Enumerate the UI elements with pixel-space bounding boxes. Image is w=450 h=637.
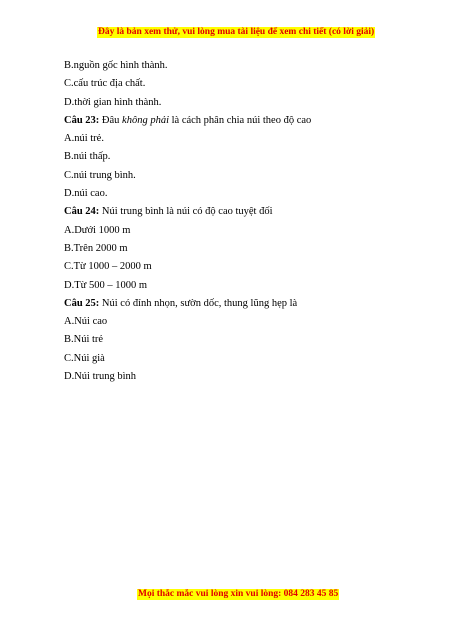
- question-24-text: Núi trung bình là núi có độ cao tuyệt đối: [99, 206, 273, 218]
- question-24-option-c: C.Từ 1000 – 2000 m: [64, 261, 152, 273]
- contact-banner: Mọi thắc mắc vui lòng xin vui lòng: 084 283 45 85: [138, 589, 339, 599]
- question-25-option-d: D.Núi trung bình: [64, 371, 137, 383]
- question-23-option-b: B.núi thấp.: [64, 151, 111, 163]
- question-23-label: Câu 23:: [64, 114, 100, 126]
- question-25-text: Núi có đỉnh nhọn, sườn dốc, thung lũng hẹp là: [99, 297, 298, 309]
- question-24-option-a: A.Dưới 1000 m: [64, 224, 131, 236]
- question-23-option-d: D.núi cao.: [64, 188, 108, 200]
- question-24-option-b: B.Trên 2000 m: [64, 242, 128, 254]
- preview-notice-banner: Đây là bản xem thử, vui lòng mua tài liệu để xem chi tiết (có lời giải): [98, 27, 375, 37]
- question-23-emphasis: không phải: [122, 114, 169, 126]
- question-23-option-c: C.núi trung bình.: [64, 169, 136, 181]
- question-25-option-c: C.Núi già: [64, 352, 105, 364]
- question-24: [64, 203, 404, 221]
- question-24-label: Câu 24:: [64, 206, 100, 218]
- question-25-label: Câu 25:: [64, 297, 100, 309]
- document-body: [64, 57, 404, 386]
- question-23: [64, 112, 404, 130]
- question-25-option-a: A.Núi cao: [64, 316, 108, 328]
- option-c-prev: C.cấu trúc địa chất.: [64, 78, 146, 90]
- question-23-text-before: Đâu: [99, 114, 123, 126]
- question-25: [64, 295, 404, 313]
- option-b-prev: B.nguồn gốc hình thành.: [64, 60, 168, 71]
- question-23-text-after: là cách phân chia núi theo độ cao: [169, 114, 312, 126]
- question-23-option-a: A.núi trẻ.: [64, 133, 104, 145]
- question-24-option-d: D.Từ 500 – 1000 m: [64, 279, 147, 291]
- option-d-prev: D.thời gian hình thành.: [64, 96, 162, 108]
- question-25-option-b: B.Núi trẻ: [64, 334, 104, 346]
